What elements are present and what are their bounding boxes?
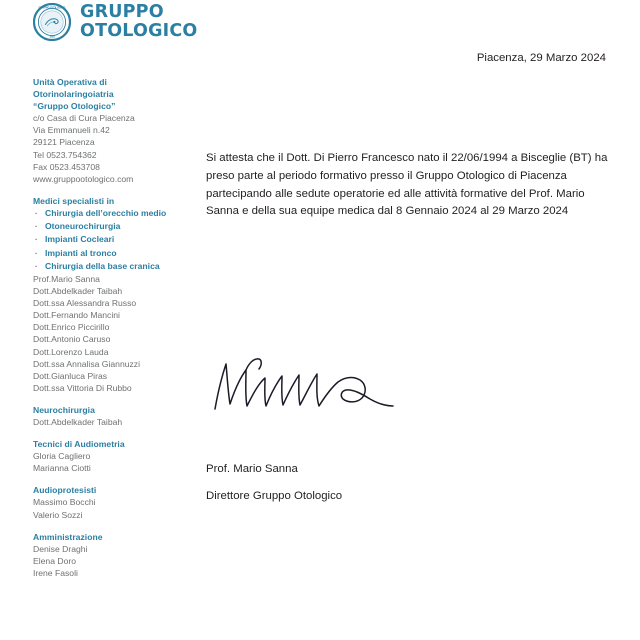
section-member: Irene Fasoli xyxy=(33,567,78,578)
doctor-name: Dott.Abdelkader Taibah xyxy=(33,286,123,297)
brand-line-otologico: OTOLOGICO xyxy=(80,21,198,41)
unit-heading-line: “Gruppo Otologico” xyxy=(33,101,116,112)
section-member: Massimo Bocchi xyxy=(33,497,96,508)
brand-wordmark xyxy=(80,1,198,41)
signature-block xyxy=(206,461,342,505)
spacer xyxy=(33,474,193,484)
fax-line: Fax 0523.453708 xyxy=(33,161,100,172)
certificate-body-text: Si attesta che il Dott. Di Pierro Francesco nato il 22/06/1994 a Bisceglie (BT) ha preso parte al periodo formativo presso il Gruppo Otologico di Piacenza partecipando alle sedute operatorie ed alle attività formative del Prof. Mario Sanna e della sua equipe medica dal 8 Gennaio 2024 al 29 Marzo 2024 xyxy=(206,152,608,218)
specialty-item xyxy=(33,260,193,273)
bullet-icon: · xyxy=(35,248,38,258)
specialties-block xyxy=(33,195,193,273)
address-line: 29121 Piacenza xyxy=(33,137,95,148)
section-member: Dott.Abdelkader Taibah xyxy=(33,416,123,427)
specialty-label: Impianti al tronco xyxy=(45,247,117,258)
doctor-name: Dott.Lorenzo Lauda xyxy=(33,346,109,357)
specialty-item xyxy=(33,220,193,233)
spacer xyxy=(33,185,193,195)
specialty-label: Impianti Cocleari xyxy=(45,234,115,245)
section-neurochirurgia xyxy=(33,404,193,428)
brand-line-gruppo: GRUPPO xyxy=(80,1,164,22)
bullet-icon: · xyxy=(35,222,38,232)
address-line: Via Emmanueli n.42 xyxy=(33,125,110,136)
svg-text:1983: 1983 xyxy=(49,35,55,39)
bullet-icon: · xyxy=(35,235,38,245)
signer-name: Prof. Mario Sanna xyxy=(206,463,298,475)
phone-line: Tel 0523.754362 xyxy=(33,149,97,160)
unit-heading-block xyxy=(33,76,193,112)
doctors-list xyxy=(33,273,193,394)
specialty-item xyxy=(33,233,193,246)
section-member: Valerio Sozzi xyxy=(33,509,83,520)
spacer xyxy=(33,394,193,404)
section-member: Elena Doro xyxy=(33,555,76,566)
unit-address-block xyxy=(33,112,193,185)
section-heading: Neurochirurgia xyxy=(33,404,95,415)
section-amministrazione xyxy=(33,531,193,579)
section-member: Gloria Cagliero xyxy=(33,451,91,462)
specialty-item xyxy=(33,247,193,260)
doctor-name: Dott.ssa Alessandra Russo xyxy=(33,298,137,309)
doctor-name: Dott.ssa Vittoria Di Rubbo xyxy=(33,382,132,393)
address-line: c/o Casa di Cura Piacenza xyxy=(33,113,135,124)
section-member: Denise Draghi xyxy=(33,543,88,554)
bullet-icon: · xyxy=(35,208,38,218)
unit-heading-line: Unità Operativa di xyxy=(33,77,107,87)
doctor-name: Dott.Enrico Piccirillo xyxy=(33,322,110,333)
section-tecnici-audiometria xyxy=(33,438,193,474)
doctor-name: Dott.Antonio Caruso xyxy=(33,334,111,345)
section-member: Marianna Ciotti xyxy=(33,463,91,474)
letterhead xyxy=(33,3,198,41)
specialty-label: Otoneurochirurgia xyxy=(45,221,121,232)
doctor-name: Dott.Gianluca Piras xyxy=(33,370,108,381)
handwritten-signature xyxy=(210,352,410,422)
sidebar xyxy=(33,76,193,579)
section-heading: Tecnici di Audiometria xyxy=(33,439,125,450)
bullet-icon: · xyxy=(35,261,38,271)
svg-text:GRUPPO OTOLOGICO: GRUPPO OTOLOGICO xyxy=(38,6,66,10)
specialty-label: Chirurgia della base cranica xyxy=(45,260,160,271)
section-heading: Audioprotesisti xyxy=(33,485,97,496)
specialty-label: Chirurgia dell’orecchio medio xyxy=(45,207,167,218)
signer-role: Direttore Gruppo Otologico xyxy=(206,490,343,502)
doctor-name: Prof.Mario Sanna xyxy=(33,273,100,284)
specialty-item xyxy=(33,207,193,220)
spacer xyxy=(33,428,193,438)
doctor-name: Dott.ssa Annalisa Giannuzzi xyxy=(33,358,141,369)
doctor-name: Dott.Fernando Mancini xyxy=(33,310,120,321)
specialties-heading: Medici specialisti in xyxy=(33,195,115,206)
section-heading: Amministrazione xyxy=(33,531,103,542)
date-line: Piacenza, 29 Marzo 2024 xyxy=(476,52,606,64)
spacer xyxy=(33,521,193,531)
section-audioprotesisti xyxy=(33,484,193,520)
website-line[interactable]: www.gruppootologico.com xyxy=(33,173,134,184)
unit-heading-line: Otorinolaringoiatria xyxy=(33,89,114,100)
gruppo-otologico-seal-icon xyxy=(33,3,71,41)
